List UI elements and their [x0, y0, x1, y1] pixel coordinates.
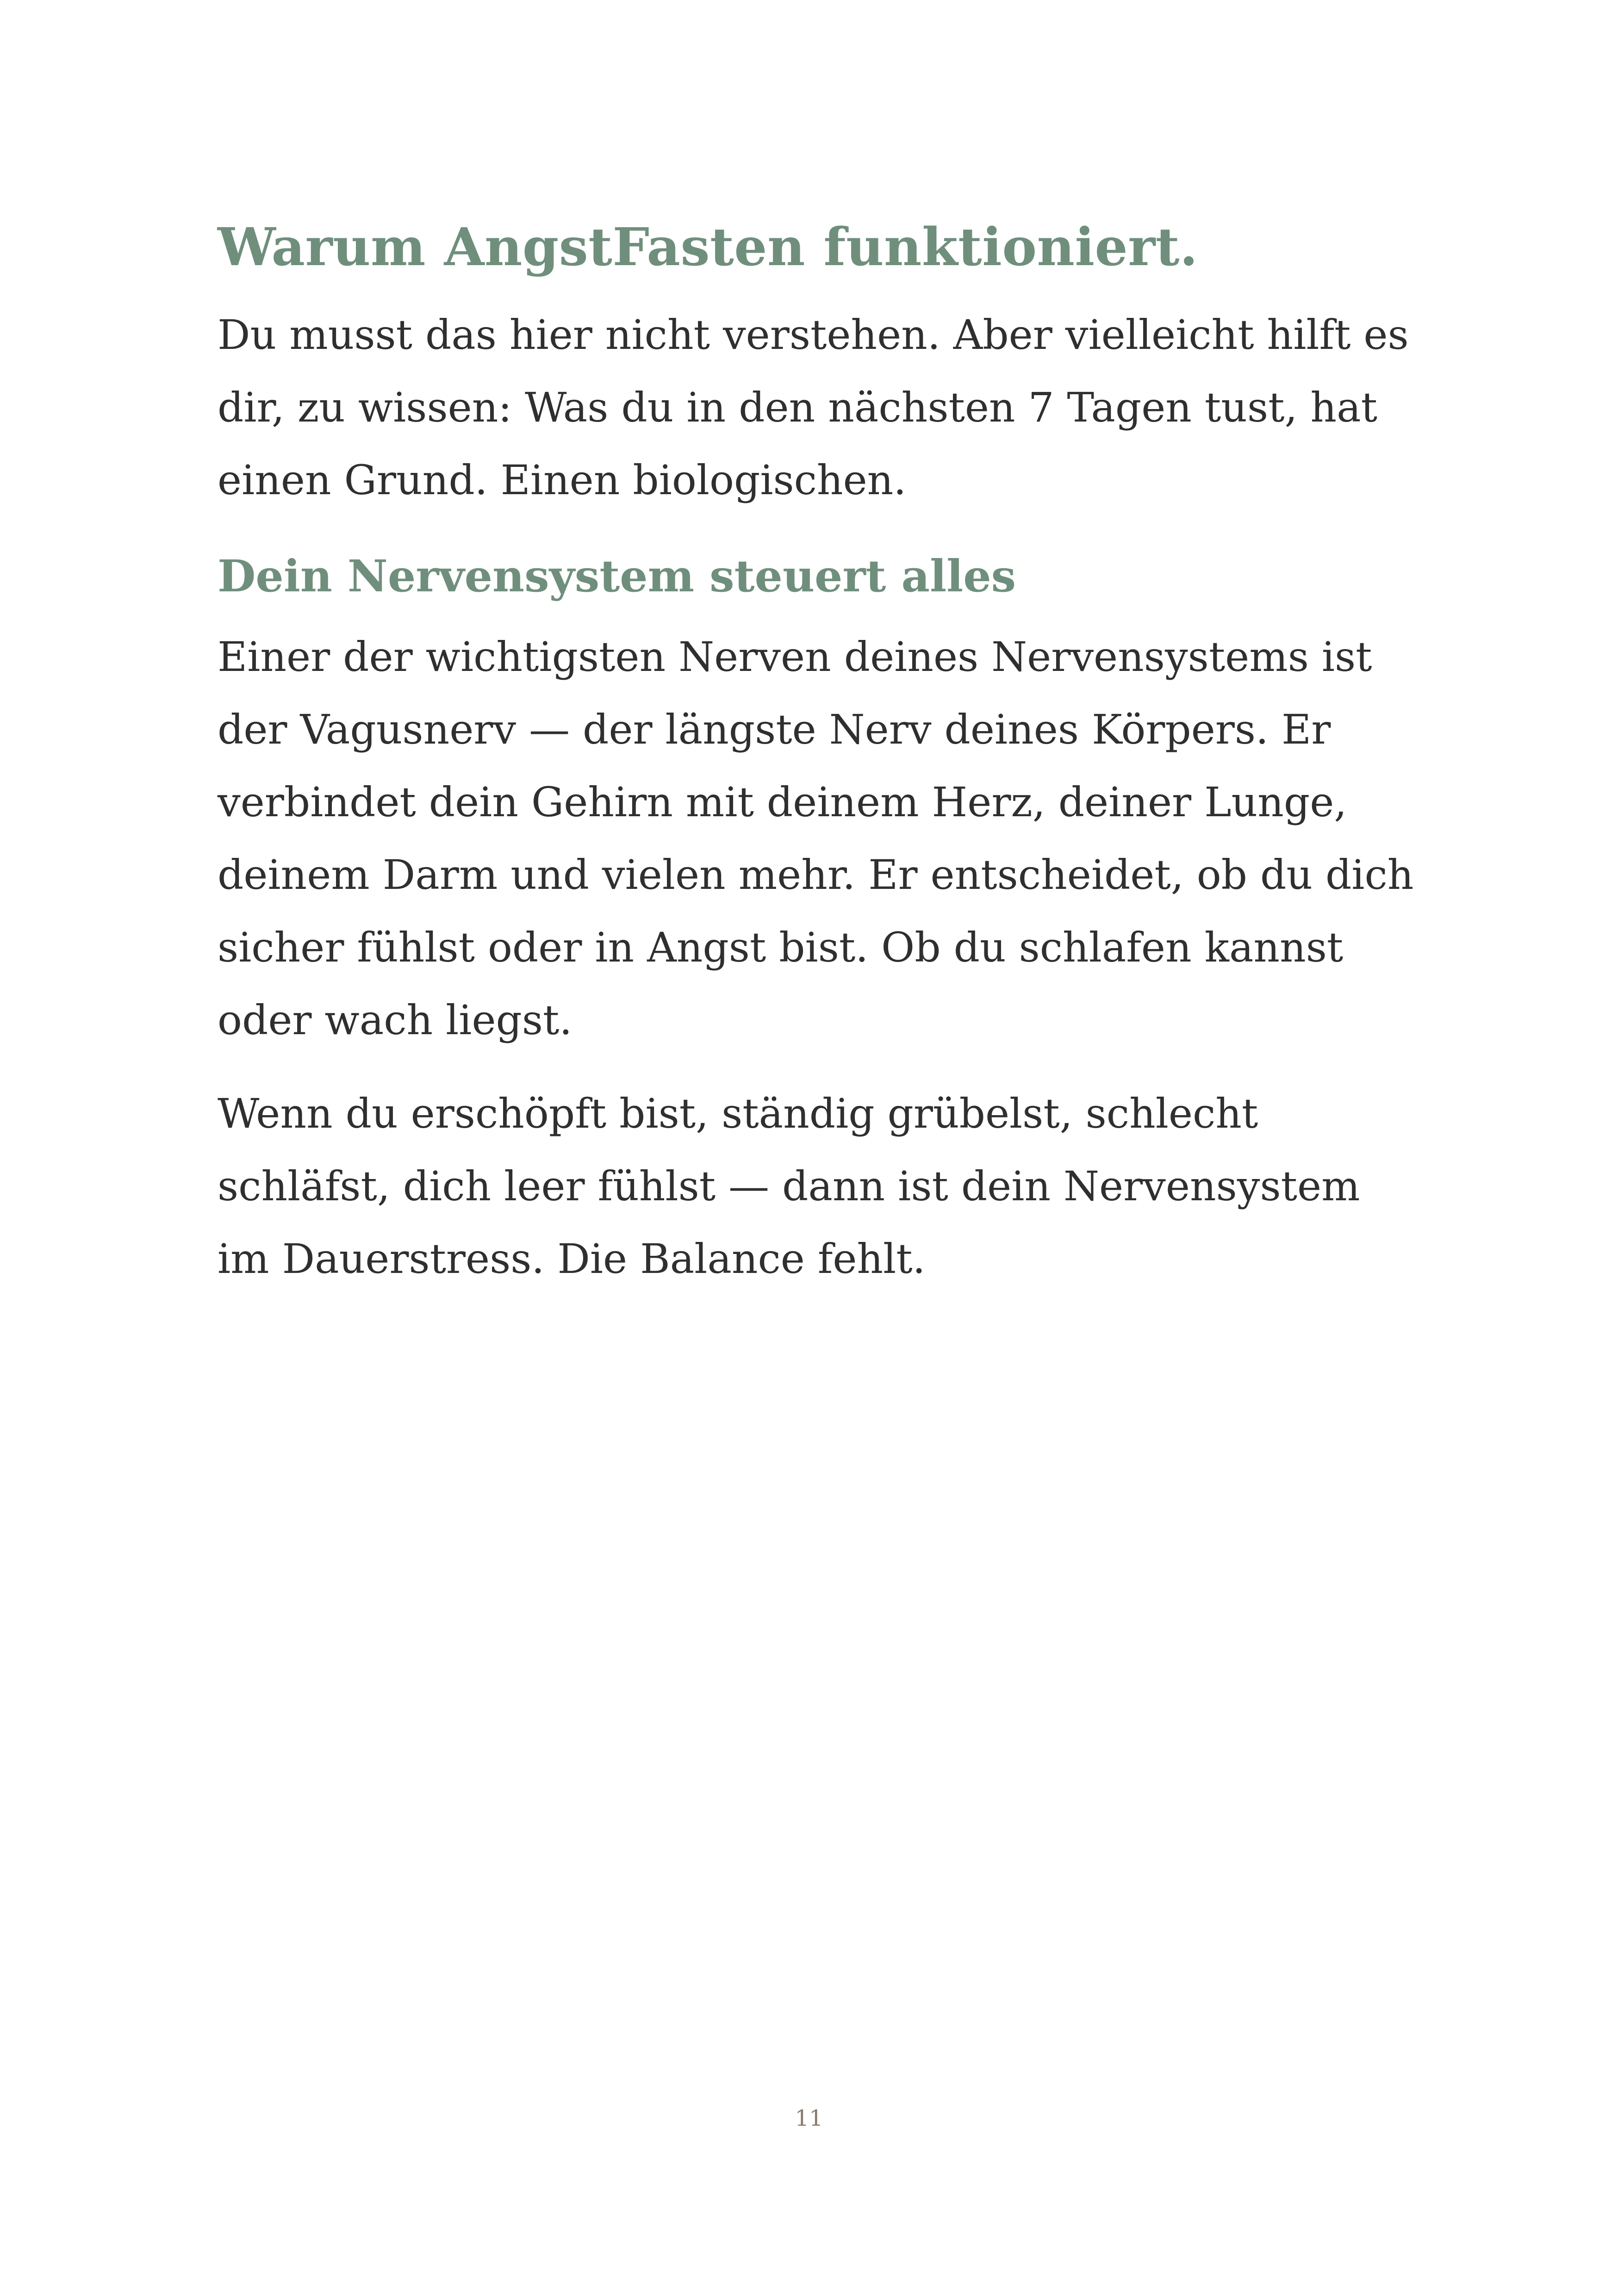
section-heading: Dein Nervensystem steuert alles [218, 551, 1016, 602]
body-paragraph-vagus: Einer der wichtigsten Nerven deines Nervensystems ist der Vagusnerv — der längste Nerv deines Körpers. Er verbindet dein Gehirn mit deinem Herz, deiner Lunge, deinem Darm und vielen mehr. Er entscheidet, ob du dich sicher fühlst oder in Angst bist. Ob du schlafen kannst oder wach liegst. [218, 633, 1414, 1044]
page-number: 11 [795, 2105, 823, 2131]
page-content [218, 211, 1421, 1295]
page-title: Warum AngstFasten funktioniert. [218, 217, 1198, 278]
intro-paragraph: Du musst das hier nicht verstehen. Aber vielleicht hilft es dir, zu wissen: Was du in den nächsten 7 Tagen tust, hat einen Grund. Einen biologischen. [218, 311, 1409, 504]
body-paragraph-stress: Wenn du erschöpft bist, ständig grübelst, schlecht schläfst, dich leer fühlst — dann ist dein Nervensystem im Dauerstress. Die Balance fehlt. [218, 1090, 1360, 1283]
